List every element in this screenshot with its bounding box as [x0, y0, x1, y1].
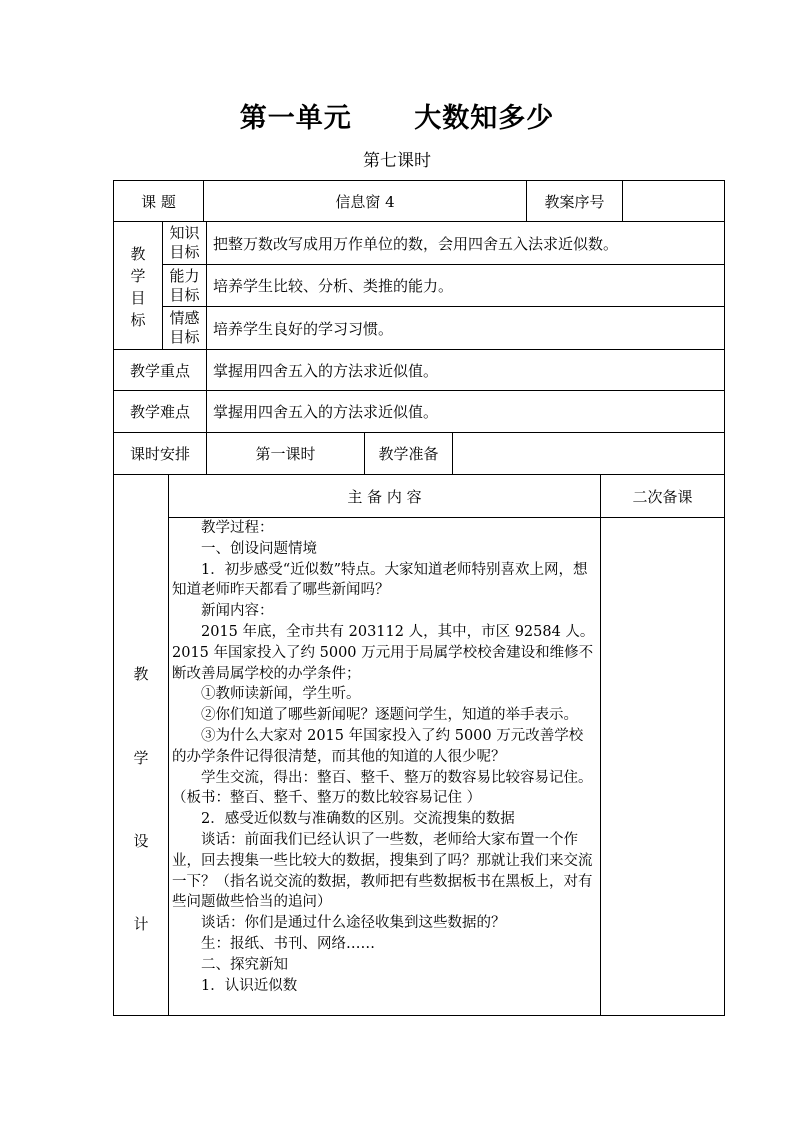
lesson-no-value — [623, 181, 724, 221]
lesson-paragraph: 1．认识近似数 — [201, 977, 298, 994]
page-subtitle: 第七课时 — [363, 151, 431, 171]
prep-value — [453, 433, 723, 474]
knowledge-goal-text: 把整万数改写成用万作单位的数，会用四舍五入法求近似数。 — [213, 234, 619, 253]
prep-label: 教学准备 — [378, 445, 439, 463]
emotion-goal-label — [163, 307, 206, 349]
lesson-paragraph: 二、探究新知 — [201, 956, 288, 973]
key-point-label: 教学重点 — [129, 361, 190, 380]
secondary-prep-header: 二次备课 — [632, 487, 693, 506]
lesson-paragraph: 学生交流，得出：整百、整千、整万的数容易比较容易记住。（板书：整百、整千、整万的数比较容易记住 ） — [172, 769, 593, 807]
key-point-text: 掌握用四舍五入的方法求近似值。 — [213, 361, 439, 380]
lesson-paragraph: ③为什么大家对 2015 年国家投入了约 5000 万元改善学校的办学条件记得很清楚，而其他的知道的人很少呢？ — [172, 727, 584, 765]
lesson-paragraph: 1．初步感受“近似数”特点。大家知道老师特别喜欢上网，想知道老师昨天都看了哪些新闻吗？ — [172, 561, 588, 599]
lesson-paragraph: 谈话：你们是通过什么途径收集到这些数据的？ — [201, 915, 506, 932]
lesson-paragraph: ①教师读新闻，学生听。 — [201, 686, 361, 703]
difficulty-label: 教学难点 — [129, 403, 190, 421]
knowledge-goal-label — [163, 222, 206, 264]
knowledge-goal-label-line: 目标 — [169, 243, 200, 261]
lesson-paragraph: 一、创设问题情境 — [201, 540, 317, 557]
lesson-paragraph: 2015 年底，全市共有 203112 人，其中，市区 92584 人。2015 年国家投入了约 5000 万元用于局属学校校舍建设和维修不断改善局属学校的办学条件； — [172, 623, 595, 682]
goals-label-char: 目 — [130, 289, 146, 307]
lesson-paragraph: 生：报纸、书刊、网络…… — [201, 935, 375, 952]
schedule-label: 课时安排 — [129, 445, 190, 463]
emotion-goal-label-line: 目标 — [169, 328, 200, 346]
lesson-paragraph: 新闻内容： — [201, 603, 274, 620]
design-label-char: 教 — [133, 665, 149, 683]
topic-label: 课 题 — [141, 192, 176, 211]
col-divider — [168, 474, 169, 1015]
col-divider — [600, 474, 601, 1015]
lesson-process-text — [172, 518, 597, 996]
topic-value: 信息窗 4 — [335, 192, 395, 211]
schedule-value: 第一课时 — [255, 445, 316, 463]
lesson-paragraph: 教学过程： — [201, 520, 274, 536]
main-content-header: 主 备 内 容 — [347, 487, 422, 506]
ability-goal-label — [163, 265, 206, 306]
emotion-goal-label-line: 情感 — [169, 309, 200, 327]
goals-label-char: 标 — [130, 311, 146, 329]
lesson-paragraph: 谈话：前面我们已经认识了一些数，老师给大家布置一个作业，回去搜集一些比较大的数据，搜集到了吗？那就让我们来交流一下？（指名说交流的数据，教师把有些数据板书在黑板上，对有些问题做些恰当的追问） — [172, 831, 593, 911]
page-title: 第一单元 大数知多少 — [239, 103, 555, 134]
ability-goal-label-line: 目标 — [169, 285, 200, 304]
lesson-paragraph: 2．感受近似数与准确数的区别。交流搜集的数据 — [201, 811, 515, 828]
lesson-paragraph: ②你们知道了哪些新闻呢？逐题问学生，知道的举手表示。 — [201, 707, 578, 724]
knowledge-goal-label-line: 知识 — [169, 224, 200, 242]
difficulty-text: 掌握用四舍五入的方法求近似值。 — [213, 403, 439, 421]
design-label-char: 计 — [133, 915, 149, 933]
lesson-no-label: 教案序号 — [544, 192, 605, 211]
ability-goal-label-line: 能力 — [169, 266, 200, 285]
goals-label-char: 教 — [130, 245, 146, 263]
design-label-char: 设 — [133, 832, 149, 850]
ability-goal-text: 培养学生比较、分析、类推的能力。 — [213, 277, 454, 295]
emotion-goal-text: 培养学生良好的学习习惯。 — [213, 319, 394, 338]
goals-label-char: 学 — [130, 267, 146, 285]
design-label-char: 学 — [133, 749, 149, 767]
